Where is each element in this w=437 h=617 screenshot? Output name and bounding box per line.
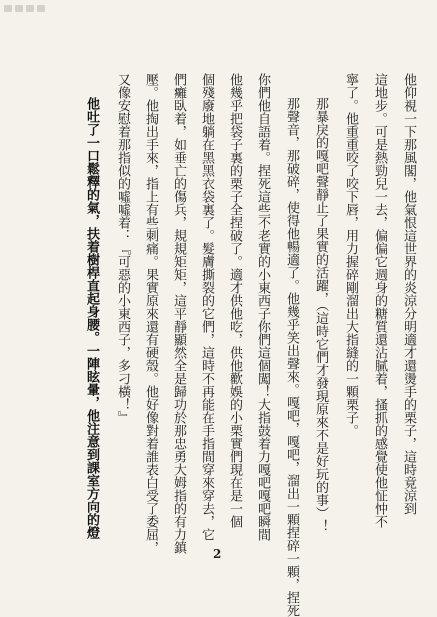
text-column-6: 你們他自語着。捏死這些不老實的小東西子你們這個闖！大指鼓着力嘎吧嘎吧瞬間 bbox=[255, 73, 270, 541]
text-column-12: 他吐了一口鬆釋的氣，扶着樹桿直起身腰。一陣眩暈，他注意到課室方向的燈 bbox=[84, 97, 99, 539]
archive-stamp-mark bbox=[4, 4, 46, 13]
text-column-8: 個殘廢地躺在黑黑衣袋裏了。髮膚撕裂的它們，這時不再能在手指間穿來穿去，它 bbox=[199, 73, 214, 541]
page-number: 2 bbox=[213, 547, 222, 561]
text-column-11: 又像安慰着那指似的噓噓着：『可惡的小東西子，多刁橫！』 bbox=[115, 73, 130, 424]
text-column-4: 那暴戾的嘎吧聲靜止了果實的活躍，（這時它們才發現原來不是好玩的事）！ bbox=[313, 97, 328, 533]
text-column-10: 壓。他掏出手來，指上有些刺痛。果實原來還有硬殼。他好像對着誰表白受了委屈， bbox=[143, 73, 158, 554]
text-column-5: 那聲音，那破碎，使得他暢適了。他幾乎笑出聲來。嘎吧，嘎吧，溜出一顆捏碎一顆，捏死 bbox=[284, 97, 299, 617]
text-column-2: 這地步。可是熱勁兒一去，偏偏它週身的糖質還沾膩着，搔抓的感覺使他怔忡不 bbox=[372, 73, 387, 528]
text-column-7: 他幾乎把袋子裏的栗子全捏破了。適才供他吃，供他歡娛的小栗實們現在是一個 bbox=[227, 73, 242, 528]
text-column-1: 他仰視一下那風閣，他氣恨這世界的炎涼分明適才還燙手的栗子，這時竟涼到 bbox=[401, 73, 416, 515]
text-column-9: 們癱臥着，如垂亡的傷兵，規規矩矩，這平靜顯然全是歸功於那忠勇大姆指的有力鎮 bbox=[171, 73, 186, 554]
text-column-3: 寧了。他重重咬了咬下唇，用力握碎剛溜出大指縫的一顆栗子。 bbox=[343, 73, 358, 437]
